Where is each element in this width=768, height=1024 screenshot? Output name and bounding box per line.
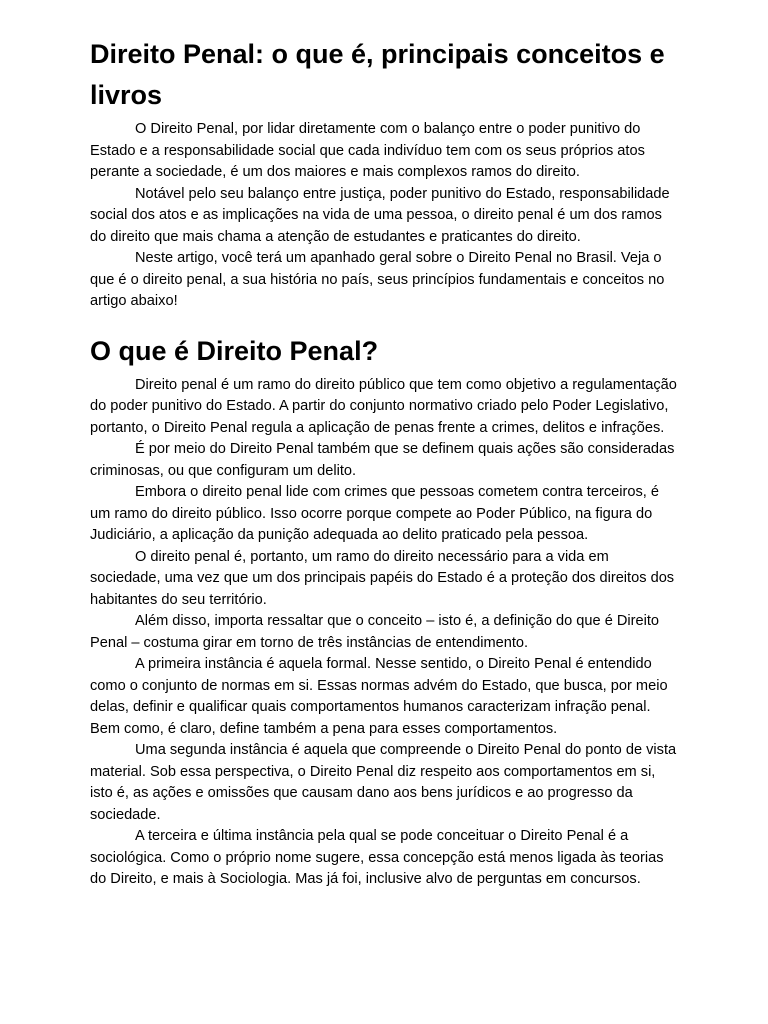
definition-section [90, 375, 682, 891]
section-paragraph: A primeira instância é aquela formal. Nesse sentido, o Direito Penal é entendido como o conjunto de normas em si. Essas normas advém do Estado, que busca, por meio delas, definir e qualificar quais comportamentos humanos caracterizam infração penal. Bem como, é claro, define também a pena para esses comportamentos. [90, 656, 668, 737]
section-paragraph: A terceira e última instância pela qual se pode conceituar o Direito Penal é a sociológica. Como o próprio nome sugere, essa concepção está menos ligada às teorias do Direito, e mais à Sociologia. Mas já foi, inclusive alvo de perguntas em concursos. [90, 828, 664, 887]
intro-paragraph: Neste artigo, você terá um apanhado geral sobre o Direito Penal no Brasil. Veja o que é o direito penal, a sua história no país, seus princípios fundamentais e conceitos no artigo abaixo! [90, 250, 665, 309]
section-heading: O que é Direito Penal? [90, 335, 379, 366]
intro-section [90, 119, 682, 313]
section-paragraph: Uma segunda instância é aquela que compreende o Direito Penal do ponto de vista material. Sob essa perspectiva, o Direito Penal diz respeito aos comportamentos em si, isto é, as ações e omissões que causam dano aos bens jurídicos e ao progresso da sociedade. [90, 742, 677, 823]
intro-paragraph: O Direito Penal, por lidar diretamente com o balanço entre o poder punitivo do Estado e a responsabilidade social que cada indivíduo tem com os seus próprios atos perante a sociedade, é um dos maiores e mais complexos ramos do direito. [90, 121, 645, 180]
section-paragraph: O direito penal é, portanto, um ramo do direito necessário para a vida em sociedade, uma vez que um dos principais papéis do Estado é a proteção dos direitos dos habitantes do seu território. [90, 548, 675, 608]
section-paragraph: Embora o direito penal lide com crimes que pessoas cometem contra terceiros, é um ramo do direito público. Isso ocorre porque compete ao Poder Público, na figura do Judiciário, a aplicação da punição adequada ao delito praticado pela pessoa. [90, 484, 659, 543]
document-page [90, 34, 682, 891]
section-paragraph: Direito penal é um ramo do direito público que tem como objetivo a regulamentação do poder punitivo do Estado. A partir do conjunto normativo criado pelo Poder Legislativo, portanto, o Direito Penal regula a aplicação de penas frente a crimes, delitos e infrações. [90, 376, 677, 436]
intro-paragraph: Notável pelo seu balanço entre justiça, poder punitivo do Estado, responsabilidade social dos atos e as implicações na vida de uma pessoa, o direito penal é um dos ramos do direito que mais chama a atenção de estudantes e praticantes do direito. [90, 185, 670, 245]
page-title: Direito Penal: o que é, principais conceitos e livros [90, 39, 665, 110]
section-paragraph: Além disso, importa ressaltar que o conceito – isto é, a definição do que é Direito Penal – costuma girar em torno de três instâncias de entendimento. [90, 613, 660, 651]
section-paragraph: É por meio do Direito Penal também que se definem quais ações são consideradas criminosas, ou que configuram um delito. [90, 441, 675, 479]
